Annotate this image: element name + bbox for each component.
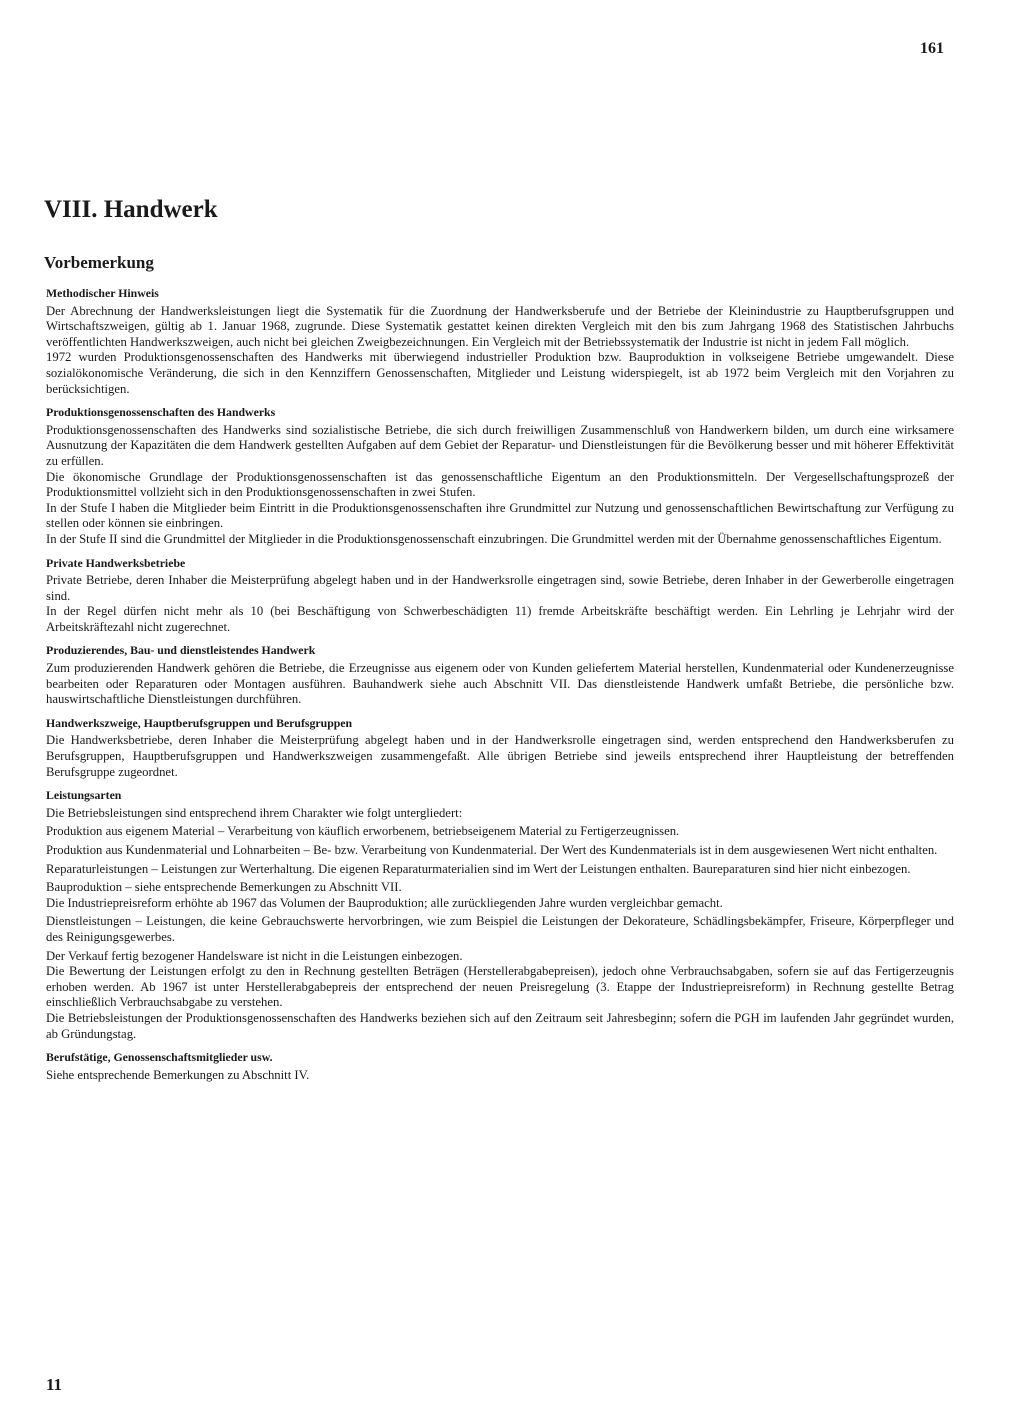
paragraph: Produktion aus eigenem Material – Verarbeitung von käuflich erworbenem, betriebseigenem Material zu Fertigerzeugnissen. <box>46 824 680 839</box>
section-heading: Leistungsarten <box>46 788 122 803</box>
paragraph: Die Betriebsleistungen der Produktionsgenossenschaften des Handwerks beziehen sich auf den Zeitraum seit Jahresbeginn; sofern die PGH im laufenden Jahr gegründet wurden, ab Gründungstag. <box>46 1010 954 1041</box>
section-heading: Produzierendes, Bau- und dienstleistendes Handwerk <box>46 643 316 658</box>
paragraph: In der Regel dürfen nicht mehr als 10 (bei Beschäftigung von Schwerbeschädigten 11) fremde Arbeitskräfte beschäftigt werden. Ein Lehrling je Lehrjahr wird der Arbeitskräftezahl nicht zugerechnet. <box>46 604 954 634</box>
paragraph: Die ökonomische Grundlage der Produktionsgenossenschaften ist das genossenschaftliche Eigentum an den Produktionsmitteln. Der Vergesellschaftungsprozeß der Produktionsmittel vollzieht sich in den Produktionsgenossenschaften in zwei Stufen. <box>46 469 954 500</box>
section-handwerkszweige <box>46 716 954 780</box>
paragraph: Der Verkauf fertig bezogener Handelsware ist nicht in die Leistungen einbezogen. <box>46 948 463 963</box>
section-leistungsarten <box>46 788 954 1042</box>
section-heading: Berufstätige, Genossenschaftsmitglieder usw. <box>46 1050 273 1065</box>
paragraph: Die Betriebsleistungen sind entsprechend ihrem Charakter wie folgt untergliedert: <box>46 805 463 820</box>
paragraph: Private Betriebe, deren Inhaber die Meisterprüfung abgelegt haben und in der Handwerksrolle eingetragen sind, sowie Betriebe, deren Inhaber in der Gewerberolle eingetragen sind. <box>46 573 954 603</box>
paragraph: In der Stufe II sind die Grundmittel der Mitglieder in die Produktionsgenossenschaft einzubringen. Die Grundmittel werden mit der Übernahme genossenschaftliches Eigentum. <box>46 531 942 546</box>
paragraph: 1972 wurden Produktionsgenossenschaften des Handwerks mit überwiegend industrieller Produktion bzw. Bauproduktion in volkseigene Betriebe umgewandelt. Diese sozialökonomische Veränderung, die sich in den Kennziffern Genossenschaften, Mitglieder und Leistung widerspiegelt, ist ab 1972 beim Vergleich mit den Vorjahren zu berücksichtigen. <box>46 350 954 396</box>
section-produktionsgenossenschaften <box>46 405 954 547</box>
section-methodischer-hinweis <box>46 286 954 397</box>
paragraph: Produktionsgenossenschaften des Handwerks sind sozialistische Betriebe, die sich durch freiwilligen Zusammenschluß von Handwerkern bilden, um durch eine wirksamere Ausnutzung der Kapazitäten die dem Handwerk gestellten Aufgaben auf dem Gebiet der Reparatur- und Dienstleistungen für die Bevölkerung besser und mit höherer Effektivität zu erfüllen. <box>46 422 954 468</box>
paragraph: Die Handwerksbetriebe, deren Inhaber die Meisterprüfung abgelegt haben und in der Handwerksrolle eingetragen sind, werden entsprechend den Handwerksberufen zu Berufsgruppen, Hauptberufsgruppen und Handwerkszweigen zusammengefaßt. Alle übrigen Betriebe sind jeweils entsprechend ihrer Hauptleistung der betreffenden Berufsgruppe zugeordnet. <box>46 733 954 779</box>
page-number: 161 <box>920 40 944 57</box>
signature-mark: 11 <box>46 1375 63 1394</box>
paragraph: In der Stufe I haben die Mitglieder beim Eintritt in die Produktionsgenossenschaften ihre Grundmittel zur Nutzung und genossenschaftlichen Bewirtschaftung zur Verfügung zu stellen oder können sie einbringen. <box>46 500 954 531</box>
paragraph: Produktion aus Kundenmaterial und Lohnarbeiten – Be- bzw. Verarbeitung von Kundenmaterial. Der Wert des Kundenmaterials ist in dem ausgewiesenen Wert nicht enthalten. <box>46 843 938 857</box>
section-private-handwerksbetriebe <box>46 556 954 636</box>
paragraph: Reparaturleistungen – Leistungen zur Werterhaltung. Die eigenen Reparaturmaterialien sind im Wert der Leistungen enthalten. Baureparaturen sind hier nicht einbezogen. <box>46 861 911 876</box>
paragraph: Die Industriepreisreform erhöhte ab 1967 das Volumen der Bauproduktion; alle zurückliegenden Jahre wurden vergleichbar gemacht. <box>46 895 723 910</box>
paragraph: Der Abrechnung der Handwerksleistungen liegt die Systematik für die Zuordnung der Handwerksberufe und der Betriebe der Kleinindustrie zu Hauptberufsgruppen und Wirtschaftszweigen, gültig ab 1. Januar 1968, zugrunde. Diese Systematik gestattet keinen direkten Vergleich mit den bis zum Jahrgang 1968 des Statistischen Jahrbuchs veröffentlichten Handwerkszweigen, auch nicht bei gleichen Zweigbezeichnungen. Ein Vergleich mit der Betriebssystematik der Industrie ist nicht in jedem Fall möglich. <box>46 303 954 349</box>
section-heading: Produktionsgenossenschaften des Handwerks <box>46 405 276 420</box>
chapter-title: VIII. Handwerk <box>44 196 218 223</box>
section-subtitle: Vorbemerkung <box>44 253 154 272</box>
paragraph: Bauproduktion – siehe entsprechende Bemerkungen zu Abschnitt VII. <box>46 880 402 895</box>
section-berufstaetige <box>46 1050 954 1083</box>
section-produzierendes-handwerk <box>46 643 954 707</box>
paragraph: Dienstleistungen – Leistungen, die keine Gebrauchswerte hervorbringen, wie zum Beispiel die Leistungen der Dekorateure, Schädlingsbekämpfer, Friseure, Körperpfleger und des Reinigungsgewerbes. <box>46 914 954 944</box>
section-heading: Private Handwerksbetriebe <box>46 555 186 570</box>
body-content <box>46 286 954 1091</box>
paragraph: Siehe entsprechende Bemerkungen zu Abschnitt IV. <box>46 1067 310 1082</box>
section-heading: Handwerkszweige, Hauptberufsgruppen und Berufsgruppen <box>46 715 353 730</box>
paragraph: Die Bewertung der Leistungen erfolgt zu den in Rechnung gestellten Beträgen (Herstellerabgabepreisen), jedoch ohne Verbrauchsabgaben, sofern sie auf das Fertigerzeugnis erhoben werden. Ab 1967 ist unter Herstellerabgabepreis der entsprechend der neuen Preisregelung (3. Etappe der Industriepreisreform) in Rechnung gestellte Betrag einschließlich Verbrauchsabgabe zu verstehen. <box>46 964 954 1010</box>
section-heading: Methodischer Hinweis <box>46 286 159 300</box>
paragraph: Zum produzierenden Handwerk gehören die Betriebe, die Erzeugnisse aus eigenem oder von Kunden geliefertem Material herstellen, Kundenmaterial oder Kundenerzeugnisse bearbeiten oder Reparaturen oder Montagen ausführen. Bauhandwerk siehe auch Abschnitt VII. Das dienstleistende Handwerk umfaßt Betriebe, die persönliche bzw. hauswirtschaftliche Dienstleistungen durchführen. <box>46 661 954 707</box>
